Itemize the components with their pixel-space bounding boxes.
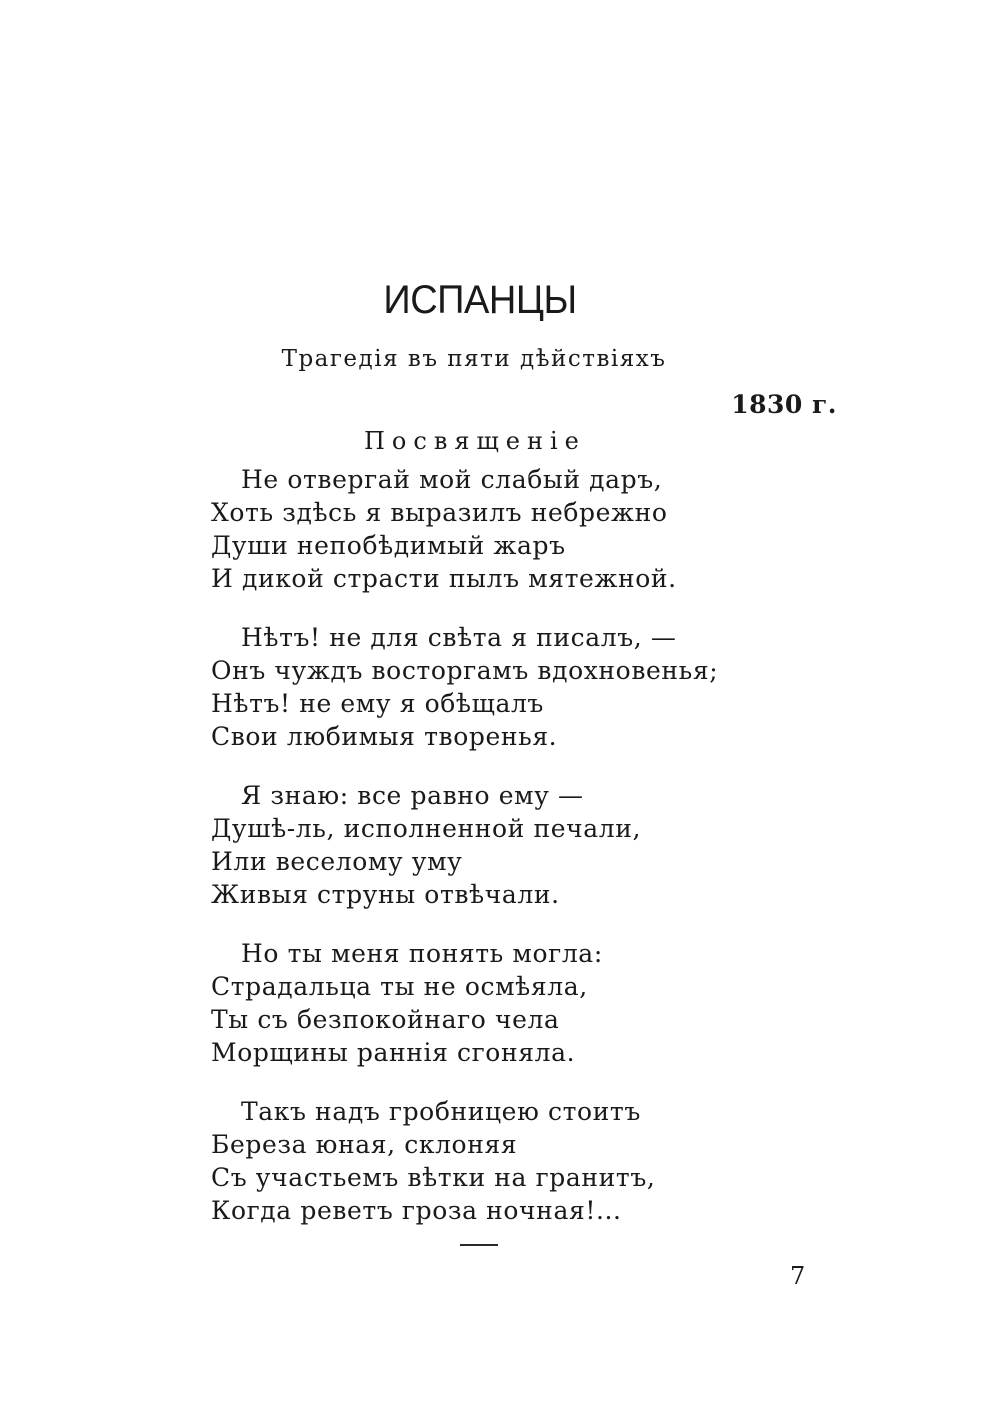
- poem-line: Страдальца ты не осмѣяла,: [211, 972, 588, 1001]
- page-number: 7: [790, 1262, 806, 1290]
- poem-line: Береза юная, склоняя: [211, 1130, 518, 1159]
- poem-line: Не отвергай мой слабый даръ,: [241, 465, 663, 494]
- poem-line: Нѣтъ! не для свѣта я писалъ, —: [241, 623, 677, 652]
- poem-line: Я знаю: все равно ему —: [241, 781, 584, 810]
- poem-line: Души непобѣдимый жаръ: [211, 531, 566, 560]
- page-title: ИСПАНЦЫ: [383, 278, 577, 322]
- poem-line: Но ты меня понять могла:: [241, 939, 603, 968]
- poem-line: Душѣ-ль, исполненной печали,: [211, 814, 642, 843]
- stanza-4: [211, 937, 771, 1069]
- poem-line: Хоть здѣсь я выразилъ небрежно: [211, 498, 668, 527]
- stanza-5: [211, 1095, 771, 1227]
- poem-line: Съ участьемъ вѣтки на гранитъ,: [211, 1163, 656, 1192]
- poem-line: Такъ надъ гробницею стоитъ: [241, 1097, 641, 1126]
- poem-line: Когда реветъ гроза ночная!...: [211, 1196, 622, 1225]
- dedication-heading: Посвященіе: [364, 427, 586, 455]
- stanza-1: [211, 463, 771, 595]
- stanza-2: [211, 621, 771, 753]
- subtitle: Трагедія въ пяти дѣйствіяхъ: [281, 346, 667, 372]
- year-label: 1830 г.: [731, 390, 837, 419]
- poem-line: Ты съ безпокойнаго чела: [211, 1005, 560, 1034]
- poem-line: Свои любимыя творенья.: [211, 722, 558, 751]
- poem-line: Нѣтъ! не ему я обѣщалъ: [211, 689, 544, 718]
- poem-line: И дикой страсти пылъ мятежной.: [211, 564, 677, 593]
- poem-line: Морщины раннія сгоняла.: [211, 1038, 576, 1067]
- end-divider: [460, 1244, 498, 1246]
- poem-line: Онъ чуждъ восторгамъ вдохновенья;: [211, 656, 719, 685]
- poem-body: [211, 463, 771, 1253]
- poem-line: Или веселому уму: [211, 847, 463, 876]
- poem-line: Живыя струны отвѣчали.: [211, 880, 560, 909]
- stanza-3: [211, 779, 771, 911]
